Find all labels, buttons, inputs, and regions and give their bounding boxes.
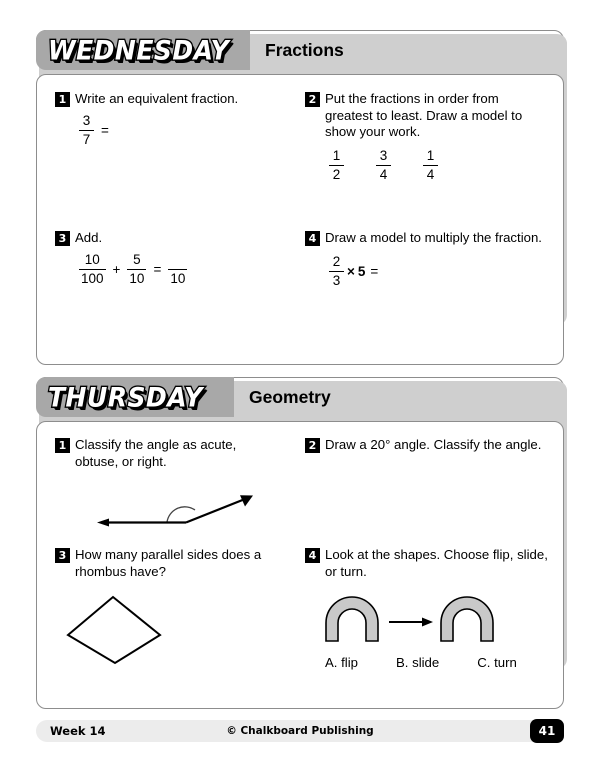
day-label: THURSDAY	[48, 381, 203, 413]
question-4-head	[305, 230, 555, 247]
question-number-badge: 3	[55, 231, 70, 246]
equals-operator: =	[153, 262, 162, 278]
fraction-denominator: 4	[426, 166, 435, 182]
geometry-question-2	[305, 437, 555, 454]
obtuse-angle-figure	[59, 477, 259, 532]
geometry-question-3	[55, 547, 270, 580]
fraction-1-4	[423, 149, 438, 183]
fraction-3-7	[79, 114, 94, 148]
fraction-numerator: 5	[133, 251, 141, 267]
choice-a-flip[interactable]: A. flip	[325, 655, 358, 670]
fraction-3-4	[376, 149, 391, 183]
section-wednesday	[36, 30, 564, 365]
question-3-head	[55, 230, 285, 247]
fraction-numerator: 1	[426, 147, 435, 163]
footer-page-number: 41	[530, 719, 564, 743]
fraction-numerator: 2	[332, 253, 341, 269]
fraction-5-10	[127, 253, 146, 287]
arch-transformation-icon	[323, 597, 498, 645]
day-label: WEDNESDAY	[48, 34, 230, 66]
question-4	[305, 230, 555, 289]
choice-b-slide[interactable]: B. slide	[395, 655, 440, 670]
equals-operator: =	[370, 264, 379, 280]
fraction-denominator: 10	[129, 270, 145, 286]
arch-transformation-figure	[323, 597, 498, 645]
question-2-expression	[327, 149, 540, 183]
question-3-expression	[77, 253, 285, 287]
day-body-thursday	[36, 421, 564, 709]
footer-credit: © Chalkboard Publishing	[226, 725, 374, 737]
fraction-numerator: 3	[379, 147, 388, 163]
question-3-text: Add.	[75, 230, 103, 245]
geometry-question-1-head	[55, 437, 270, 470]
section-thursday	[36, 377, 564, 709]
question-1-head	[55, 91, 285, 108]
fraction-numerator-blank[interactable]	[176, 253, 180, 268]
question-number-badge: 2	[305, 92, 320, 107]
fraction-denominator: 10	[170, 270, 186, 286]
geometry-question-1	[55, 437, 270, 470]
question-number-badge: 1	[55, 438, 70, 453]
geometry-question-2-text: Draw a 20° angle. Classify the angle.	[325, 437, 542, 452]
question-2	[305, 91, 540, 183]
equals-operator: =	[101, 123, 109, 139]
question-1-text: Write an equivalent fraction.	[75, 91, 239, 106]
footer-week-label: Week 14	[50, 724, 106, 738]
question-number-badge: 3	[55, 548, 70, 563]
whole-number-5: 5	[357, 264, 366, 280]
fraction-denominator: 100	[81, 270, 104, 286]
fraction-denominator: 7	[82, 131, 91, 147]
page-footer	[36, 720, 564, 742]
topic-label-fractions: Fractions	[265, 39, 344, 60]
question-3	[55, 230, 285, 287]
question-number-badge: 4	[305, 548, 320, 563]
geometry-question-2-head	[305, 437, 555, 454]
fraction-denominator: 3	[332, 272, 341, 288]
plus-operator: +	[112, 262, 121, 278]
fraction-numerator: 3	[82, 112, 91, 128]
fraction-denominator: 4	[379, 166, 388, 182]
multiply-operator: ×	[347, 264, 355, 280]
answer-choices	[325, 655, 555, 670]
day-body-wednesday	[36, 74, 564, 365]
question-4-expression	[327, 255, 555, 289]
geometry-question-4	[305, 547, 555, 580]
geometry-question-4-text: Look at the shapes. Choose flip, slide, or turn.	[325, 547, 548, 579]
day-tab-thursday	[36, 377, 234, 417]
day-tab-wednesday	[36, 30, 250, 70]
question-1-expression	[77, 114, 285, 148]
fraction-1-2	[329, 149, 344, 183]
rhombus-icon	[65, 587, 185, 665]
fraction-numerator: 1	[332, 147, 341, 163]
fraction-numerator: 10	[84, 251, 100, 267]
question-number-badge: 1	[55, 92, 70, 107]
choice-c-turn[interactable]: C. turn	[477, 655, 517, 670]
fraction-answer-blank-over-10	[168, 253, 187, 287]
geometry-question-3-head	[55, 547, 270, 580]
topic-label-geometry: Geometry	[249, 386, 331, 407]
geometry-question-4-head	[305, 547, 555, 580]
obtuse-angle-icon	[59, 477, 259, 532]
fraction-10-100	[79, 253, 106, 287]
rhombus-figure	[65, 587, 185, 665]
question-number-badge: 4	[305, 231, 320, 246]
question-2-text: Put the fractions in order from greatest to least. Draw a model to show your work.	[325, 91, 523, 139]
question-4-text: Draw a model to multiply the fraction.	[325, 230, 542, 245]
geometry-question-3-text: How many parallel sides does a rhombus have?	[75, 547, 262, 579]
geometry-question-1-text: Classify the angle as acute, obtuse, or right.	[75, 437, 237, 469]
question-2-head	[305, 91, 540, 141]
question-number-badge: 2	[305, 438, 320, 453]
question-1	[55, 91, 285, 148]
fraction-denominator: 2	[332, 166, 341, 182]
fraction-2-3	[329, 255, 344, 289]
